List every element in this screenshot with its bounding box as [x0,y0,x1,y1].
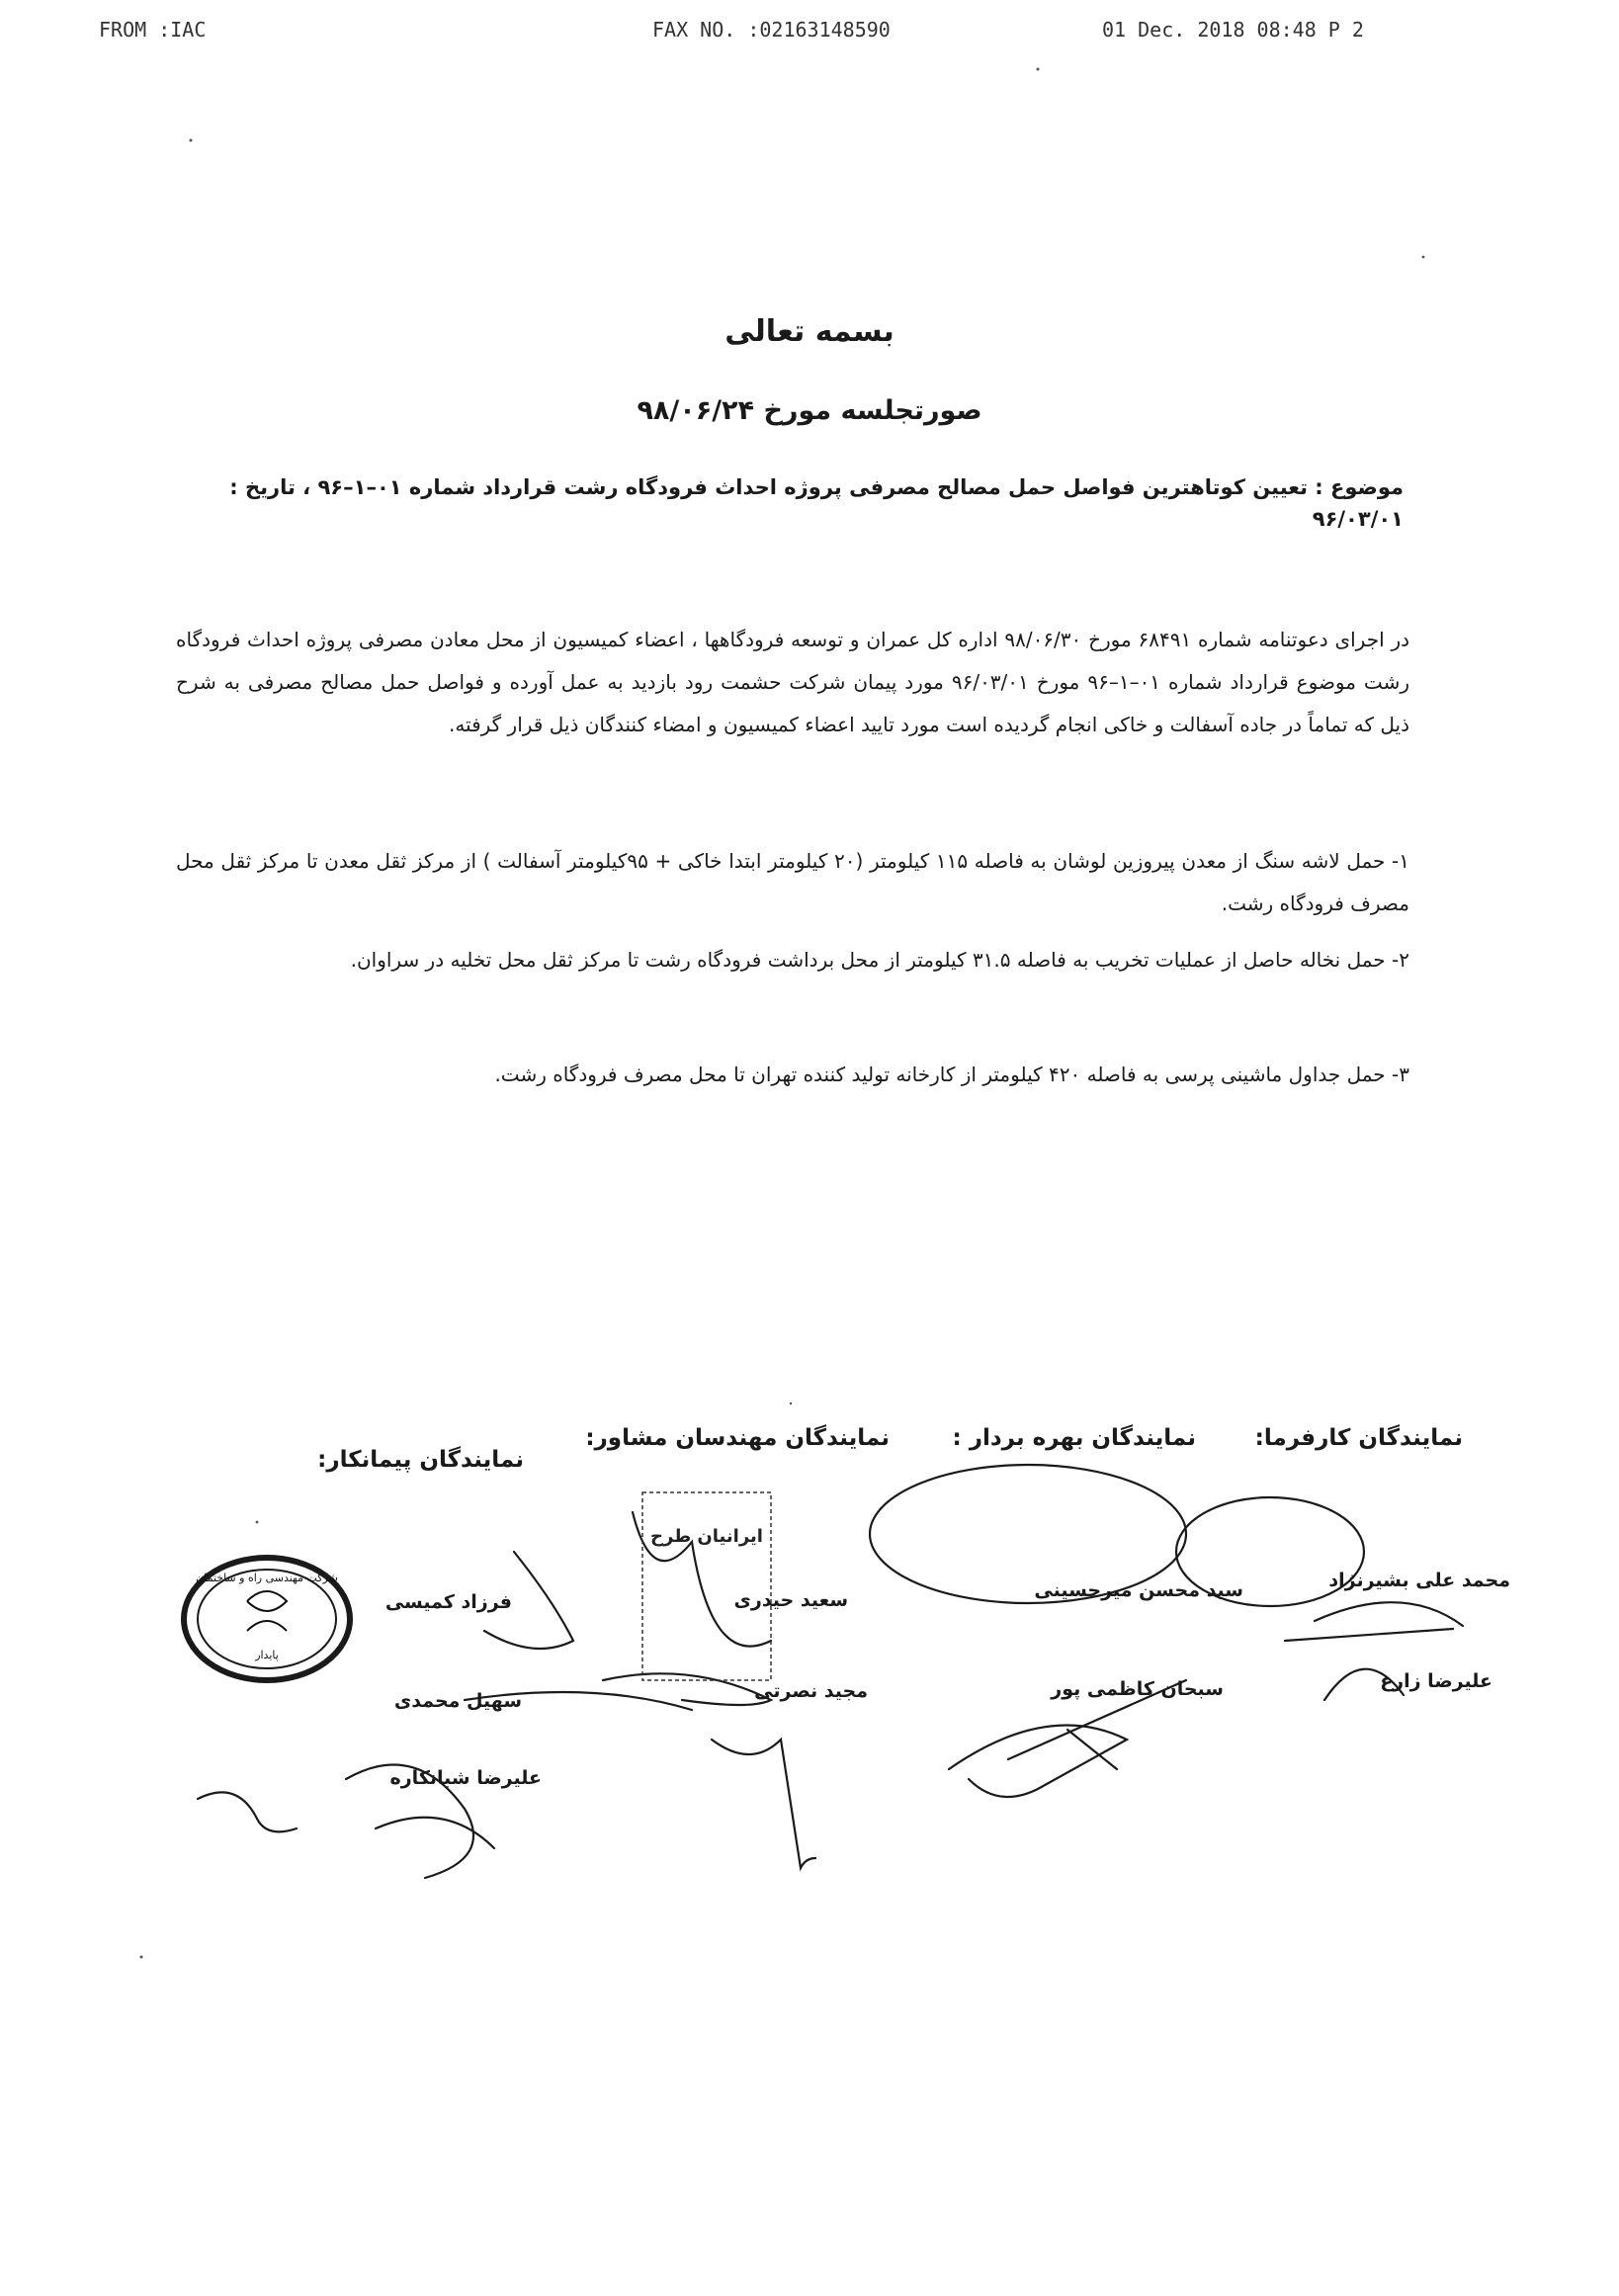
fax-number: FAX NO. :02163148590 [652,18,891,42]
haul-item-2: ۲- حمل نخاله حاصل از عملیات تخریب به فاصله ۳۱.۵ کیلومتر از محل برداشت فرودگاه رشت تا مرکز ثقل محل تخلیه در سراوان. [350,948,1409,972]
fax-header [99,18,1463,47]
operator-reps-label: نمایندگان بهره بردار : [952,1425,1196,1451]
signer-name: فرزاد کمیسی [384,1591,512,1613]
intro-paragraph: در اجرای دعوتنامه شماره ۶۸۴۹۱ مورخ ۹۸/۰۶/۳۰ اداره کل عمران و توسعه فرودگاهها ، اعضاء کمیسیون از محل معادن مصرفی پروژه احداث فرودگاه رشت موضوع قرارداد شماره ۰۱–۱–۹۶ مورخ ۹۶/۰۳/۰۱ مورد پیمان شرکت حشمت رود بازدید به عمل آورده و فواصل حمل مصالح مصرفی به شرح ذیل که تماماً در جاده آسفالت و خاکی انجام گردیده است مورد تایید اعضاء کمیسیون و امضاء کنندگان ذیل قرار گرفته. [176,628,1410,736]
signer-name: سید محسن میرحسینی [1034,1579,1243,1601]
signer-name: مجید نصرتی [754,1680,868,1702]
consultant-signature [633,1512,771,1647]
consultant-stamp [642,1492,771,1680]
svg-text:ایرانیان طرح: ایرانیان طرح [650,1526,763,1547]
fax-from: FROM :IAC [99,18,207,42]
haul-item-3: ۳- حمل جداول ماشینی پرسی به فاصله ۴۲۰ کیلومتر از کارخانه تولید کننده تهران تا محل مصرف فرودگاه رشت. [494,1063,1409,1086]
contractor-signature [198,1792,297,1831]
signer-name: علیرضا شبانکاره [389,1767,542,1789]
contractor-reps-label: نمایندگان پیمانکار: [317,1447,524,1473]
basmala-heading: بسمه تعالی [724,314,895,349]
employer-reps-label: نمایندگان کارفرما: [1254,1425,1463,1451]
employer-signature [1285,1602,1463,1641]
signer-name: محمد علی بشیرنژاد [1328,1570,1510,1591]
signer-name: سبحان کاظمی پور [1051,1678,1224,1700]
contractor-stamp [184,1558,350,1680]
scan-specks [140,68,1425,1959]
signer-name: سعید حیدری [733,1589,848,1611]
signer-name: سهیل محمدی [393,1690,522,1712]
fax-datetime: 01 Dec. 2018 08:48 P 2 [1102,18,1364,42]
consultant-signature [603,1673,771,1705]
consultant-signature [712,1740,815,1868]
signature-headers [148,1425,1463,1473]
svg-text:پایدار: پایدار [255,1649,279,1661]
consultant-reps-label: نمایندگان مهندسان مشاور: [585,1425,890,1451]
minutes-title: صورتجلسه مورخ ۹۸/۰۶/۲۴ [637,395,982,426]
svg-text:شرکت مهندسی راه و ساختمان: شرکت مهندسی راه و ساختمان [196,1572,338,1584]
haul-item-1: ۱- حمل لاشه سنگ از معدن پیروزین لوشان به فاصله ۱۱۵ کیلومتر (۲۰ کیلومتر ابتدا خاکی + ۹۵کیلومتر آسفالت ) از مرکز ثقل معدن تا مرکز ثقل محل مصرف فرودگاه رشت. [176,849,1410,915]
signer-name: علیرضا زارع [1380,1670,1492,1692]
subject-line: موضوع : تعیین کوتاهترین فواصل حمل مصالح مصرفی پروژه احداث فرودگاه رشت قرارداد شماره ۰۱–۱–۹۶ ، تاریخ : ۹۶/۰۳/۰۱ [229,475,1404,531]
